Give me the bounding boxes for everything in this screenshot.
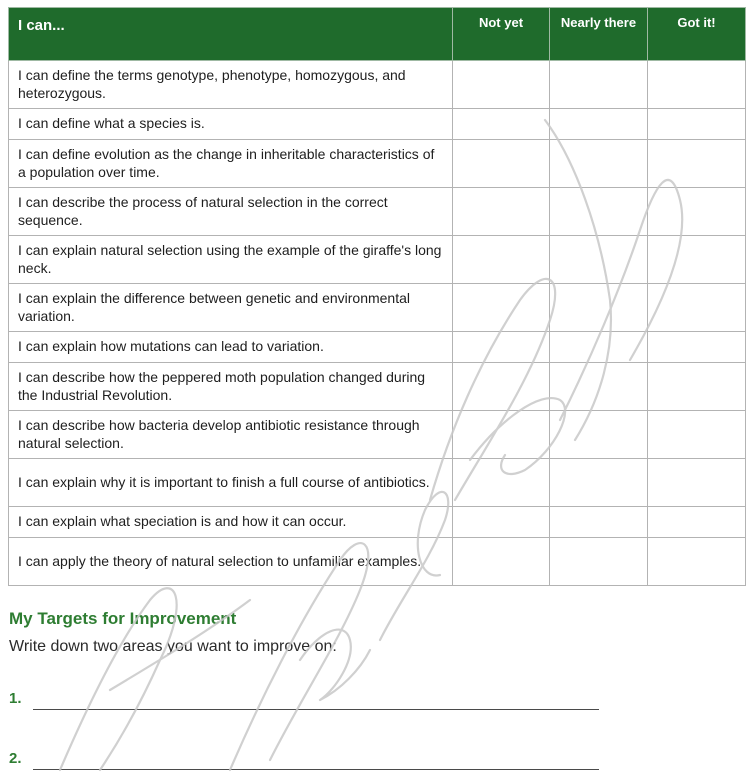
got-it-cell[interactable] — [648, 109, 746, 140]
statement-cell: I can define evolution as the change in inheritable characteristics of a population over time. — [9, 140, 453, 188]
table-row — [9, 140, 746, 188]
not-yet-cell[interactable] — [453, 140, 550, 188]
header-nearly-there: Nearly there — [550, 8, 648, 61]
got-it-cell[interactable] — [648, 61, 746, 109]
table-row — [9, 284, 746, 332]
target-write-line[interactable] — [33, 709, 599, 710]
target-number: 2. — [9, 750, 22, 767]
table-row — [9, 411, 746, 459]
table-row — [9, 459, 746, 507]
nearly-there-cell[interactable] — [550, 109, 648, 140]
statement-cell: I can describe how bacteria develop antibiotic resistance through natural selection. — [9, 411, 453, 459]
target-line-2[interactable] — [9, 746, 599, 770]
statement-cell: I can define the terms genotype, phenotype, homozygous, and heterozygous. — [9, 61, 453, 109]
statement-cell: I can define what a species is. — [9, 109, 453, 140]
nearly-there-cell[interactable] — [550, 188, 648, 236]
table-row — [9, 188, 746, 236]
table-row — [9, 363, 746, 411]
table-row — [9, 332, 746, 363]
nearly-there-cell[interactable] — [550, 236, 648, 284]
statement-cell: I can explain the difference between genetic and environmental variation. — [9, 284, 453, 332]
got-it-cell[interactable] — [648, 284, 746, 332]
nearly-there-cell[interactable] — [550, 538, 648, 586]
statement-cell: I can explain how mutations can lead to variation. — [9, 332, 453, 363]
target-line-1[interactable] — [9, 686, 599, 710]
got-it-cell[interactable] — [648, 507, 746, 538]
table-row — [9, 538, 746, 586]
got-it-cell[interactable] — [648, 236, 746, 284]
statement-cell: I can describe how the peppered moth population changed during the Industrial Revolution. — [9, 363, 453, 411]
header-not-yet: Not yet — [453, 8, 550, 61]
not-yet-cell[interactable] — [453, 236, 550, 284]
statement-cell: I can apply the theory of natural selection to unfamiliar examples. — [9, 538, 453, 586]
got-it-cell[interactable] — [648, 188, 746, 236]
got-it-cell[interactable] — [648, 459, 746, 507]
not-yet-cell[interactable] — [453, 363, 550, 411]
nearly-there-cell[interactable] — [550, 507, 648, 538]
not-yet-cell[interactable] — [453, 61, 550, 109]
nearly-there-cell[interactable] — [550, 332, 648, 363]
table-row — [9, 109, 746, 140]
nearly-there-cell[interactable] — [550, 411, 648, 459]
target-write-line[interactable] — [33, 769, 599, 770]
not-yet-cell[interactable] — [453, 109, 550, 140]
table-row — [9, 61, 746, 109]
not-yet-cell[interactable] — [453, 284, 550, 332]
target-number: 1. — [9, 690, 22, 707]
header-got-it: Got it! — [648, 8, 746, 61]
header-statement: I can... — [9, 8, 453, 61]
not-yet-cell[interactable] — [453, 411, 550, 459]
table-header-row — [9, 8, 746, 61]
nearly-there-cell[interactable] — [550, 140, 648, 188]
self-assessment-table — [8, 7, 746, 586]
nearly-there-cell[interactable] — [550, 363, 648, 411]
not-yet-cell[interactable] — [453, 459, 550, 507]
table-row — [9, 236, 746, 284]
not-yet-cell[interactable] — [453, 188, 550, 236]
not-yet-cell[interactable] — [453, 507, 550, 538]
table-row — [9, 507, 746, 538]
targets-instruction: Write down two areas you want to improve on: — [9, 638, 337, 655]
not-yet-cell[interactable] — [453, 538, 550, 586]
got-it-cell[interactable] — [648, 140, 746, 188]
not-yet-cell[interactable] — [453, 332, 550, 363]
got-it-cell[interactable] — [648, 411, 746, 459]
statement-cell: I can explain why it is important to finish a full course of antibiotics. — [9, 459, 453, 507]
got-it-cell[interactable] — [648, 363, 746, 411]
nearly-there-cell[interactable] — [550, 284, 648, 332]
statement-cell: I can explain natural selection using the example of the giraffe's long neck. — [9, 236, 453, 284]
got-it-cell[interactable] — [648, 538, 746, 586]
statement-cell: I can describe the process of natural selection in the correct sequence. — [9, 188, 453, 236]
nearly-there-cell[interactable] — [550, 459, 648, 507]
nearly-there-cell[interactable] — [550, 61, 648, 109]
got-it-cell[interactable] — [648, 332, 746, 363]
targets-heading: My Targets for Improvement — [9, 609, 237, 628]
statement-cell: I can explain what speciation is and how it can occur. — [9, 507, 453, 538]
